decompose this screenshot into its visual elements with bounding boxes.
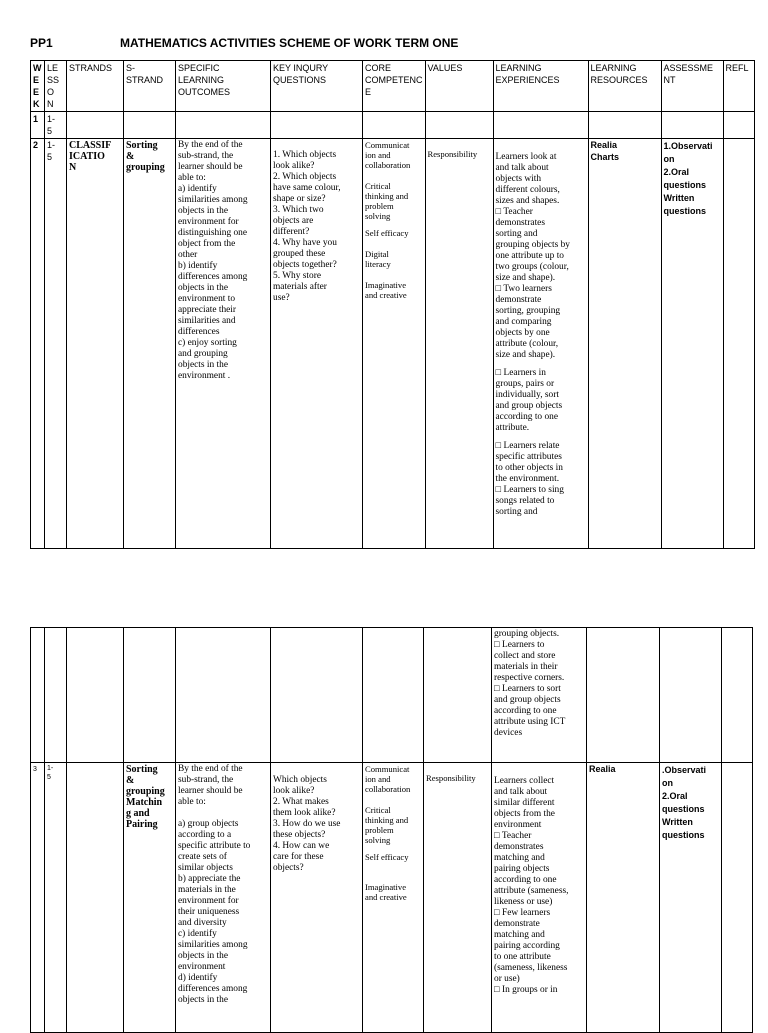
scheme-table-part-2 [30, 627, 753, 1033]
week-number: 3 [31, 763, 45, 1033]
table-row-week-1 [31, 112, 755, 139]
col-resources: LEARNING RESOURCES [588, 61, 661, 112]
competencies-cell: Communicat ion and collaboration Critical thinking and problem solving Self efficacy Imaginative and creative [363, 763, 424, 1033]
strand-cell [67, 763, 124, 1033]
values-cell: Responsibility [424, 763, 492, 1033]
experiences-cell: Learners look at and talk about objects with different colours, sizes and shapes. □ Teacher demonstrates sorting and grouping objects by one attribute up to two groups (colour, size and shape). □ Two learners demonstrate sorting, grouping and comparing objects by one attribute (colour, size and shape). □ Learners in groups, pairs or individually, sort and group objects according to one attribute. □ Learners relate specific attributes to other objects in the environment. □ Learners to sing songs related to sorting and [493, 139, 588, 549]
table-row-week-2 [31, 139, 755, 549]
resources-cell: Realia [587, 763, 660, 1033]
competencies-cell: Communicat ion and collaboration Critical thinking and problem solving Self efficacy Digital literacy Imaginative and creative [363, 139, 426, 549]
reflection-cell [723, 139, 754, 549]
col-sub-strand: S- STRAND [124, 61, 176, 112]
assessment-cell: .Observati on 2.Oral questions Written questions [660, 763, 722, 1033]
scheme-table-part-1 [30, 60, 755, 549]
col-lesson: LE SS O N [45, 61, 67, 112]
resources-cell: Realia Charts [588, 139, 661, 549]
questions-cell: 1. Which objects look alike? 2. Which objects have same colour, shape or size? 3. Which two objects are different? 4. Why have you grouped these objects together? 5. Why store materials after use? [271, 139, 363, 549]
assessment-cell: 1.Observati on 2.Oral questions Written questions [661, 139, 723, 549]
strand-cell: CLASSIF ICATIO N [67, 139, 124, 549]
col-outcomes: SPECIFIC LEARNING OUTCOMES [176, 61, 271, 112]
lesson-range: 1- 5 [45, 139, 67, 549]
lesson-range: 1- 5 [45, 763, 67, 1033]
page-title: MATHEMATICS ACTIVITIES SCHEME OF WORK TERM ONE [120, 36, 459, 50]
lesson-range: 1- 5 [45, 112, 67, 139]
outcomes-cell: By the end of the sub-strand, the learner should be able to: a) identify similarities among objects in the environment for distinguishing one object from the other b) identify differences among objects in the environment to appreciate their similarities and differences c) enjoy sorting and grouping objects in the environment . [176, 139, 271, 549]
col-strands: STRANDS [67, 61, 124, 112]
header-row [31, 61, 755, 112]
col-values: VALUES [425, 61, 493, 112]
outcomes-cell: By the end of the sub-strand, the learner should be able to: a) group objects according to a specific attribute to create sets of similar objects b) appreciate the materials in the environment for their uniqueness and diversity c) identify similarities among objects in the environment d) identify differences among objects in the [176, 763, 271, 1033]
experiences-cell: grouping objects. □ Learners to collect and store materials in their respective corners. □ Learners to sort and group objects according to one attribute using ICT devices [492, 628, 587, 763]
table-row-week-2-continued [31, 628, 753, 763]
col-questions: KEY INQURY QUESTIONS [271, 61, 363, 112]
questions-cell: Which objects look alike? 2. What makes them look alike? 3. How do we use these objects? 4. How can we care for these objects? [271, 763, 363, 1033]
reflection-cell [722, 763, 753, 1033]
values-cell: Responsibility [425, 139, 493, 549]
col-assessment: ASSESSME NT [661, 61, 723, 112]
col-reflection: REFL [723, 61, 754, 112]
week-number: 2 [31, 139, 45, 549]
experiences-cell: Learners collect and talk about similar different objects from the environment □ Teacher demonstrates matching and pairing objects according to one attribute (sameness, likeness or use) □ Few learners demonstrate matching and pairing according to one attribute (sameness, likeness or use) □ In groups or in [492, 763, 587, 1033]
level-label: PP1 [30, 36, 53, 50]
table-row-week-3 [31, 763, 753, 1033]
week-number: 1 [31, 112, 45, 139]
col-week: W E E K [31, 61, 45, 112]
sub-strand-cell: Sorting & grouping [124, 139, 176, 549]
col-experiences: LEARNING EXPERIENCES [493, 61, 588, 112]
col-competence: CORE COMPETENC E [363, 61, 426, 112]
sub-strand-cell: Sorting & grouping Matchin g and Pairing [124, 763, 176, 1033]
